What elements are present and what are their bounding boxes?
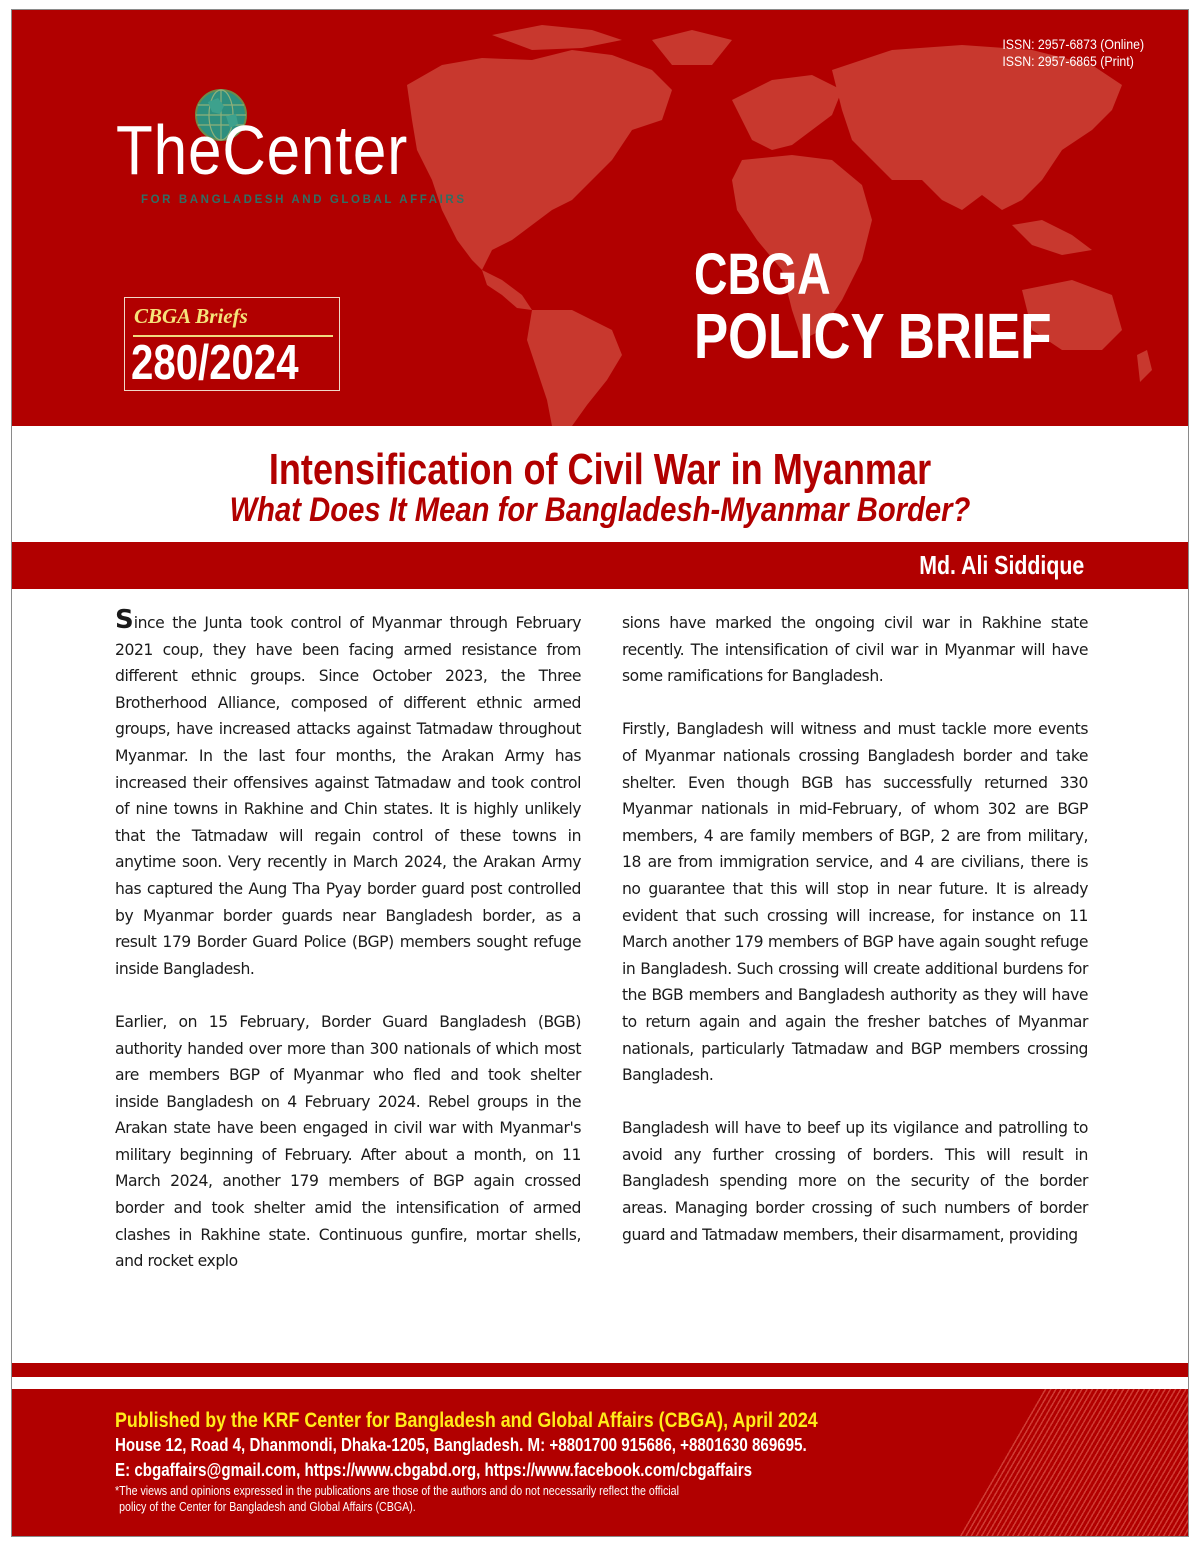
paragraph	[115, 605, 581, 982]
publisher-line: Published by the KRF Center for Bangladesh and Global Affairs (CBGA), April 2024	[115, 1408, 818, 1432]
document-subtitle: What Does It Mean for Bangladesh-Myanmar Border?	[229, 491, 971, 529]
paragraph: Earlier, on 15 February, Border Guard Bangladesh (BGB) authority handed over more than 300 nationals of which most are members BGP of Myanmar who fled and took shelter inside Bangladesh on 4 February 2024. Rebel groups in the Arakan state have been engaged in civil war with Myanmar's military beginning of February. After about a month, on 11 March 2024, another 179 members of BGP again crossed border and took shelter amid the intensification of armed clashes in Rakhine state. Continuous gunfire, mortar shells, and rocket explo	[115, 1012, 581, 1271]
hatch-pattern	[928, 1389, 1188, 1537]
body-column-right	[622, 610, 1088, 1275]
footer-divider-stripe	[12, 1363, 1188, 1377]
document-title: Intensification of Civil War in Myanmar	[268, 445, 932, 494]
disclaimer-line-1: *The views and opinions expressed in the publications are those of the authors and do not necessarily reflect the official	[115, 1483, 679, 1498]
series-badge	[124, 297, 340, 391]
author-bar	[12, 542, 1188, 589]
paragraph-text: ince the Junta took control of Myanmar through February 2021 coup, they have been facing armed resistance from different ethnic groups. Since October 2023, the Three Brotherhood Alliance, composed of different ethnic armed groups, have increased attacks against Tatmadaw throughout Myanmar. In the last four months, the Arakan Army has increased their offensives against Tatmadaw and took control of nine towns in Rakhine and Chin states. It is highly unlikely that the Tatmadaw will regain control of these towns in anytime soon. Very recently in March 2024, the Arakan Army has captured the Aung Tha Pyay border guard post controlled by Myanmar border guards near Bangladesh border, as a result 179 Border Guard Police (BGP) members sought refuge inside Bangladesh.	[115, 614, 581, 978]
header-banner	[12, 10, 1188, 426]
heading-line-1: CBGA	[694, 242, 831, 307]
paragraph: Firstly, Bangladesh will witness and must tackle more events of Myanmar nationals crossing Bangladesh border and take shelter. Even though BGB has successfully returned 330 Myanmar nationals in mid-February, of whom 302 are BGP members, 4 are family members of BGP, 2 are from military, 18 are from immigration service, and 4 are civilians, there is no guarantee that this will stop in near future. It is already evident that such crossing will increase, for instance on 11 March another 179 members of BGP have again sought refuge in Bangladesh. Such crossing will create additional burdens for the BGB members and Bangladesh authority as they will have to return again and again the fresher batches of Myanmar nationals, particularly Tatmadaw and BGP members crossing Bangladesh.	[622, 720, 1088, 1085]
footer	[12, 1389, 1188, 1537]
address-line: House 12, Road 4, Dhanmondi, Dhaka-1205, Bangladesh. M: +8801700 915686, +8801630 869695.	[115, 1435, 807, 1455]
heading-line-2: POLICY BRIEF	[694, 300, 1052, 372]
issn-block	[1002, 36, 1144, 70]
paragraph: Bangladesh will have to beef up its vigilance and patrolling to avoid any further crossing of borders. This will result in Bangladesh spending more on the security of the border areas. Managing border crossing of such numbers of border guard and Tatmadaw members, their disarmament, providing	[622, 1119, 1088, 1244]
disclaimer	[115, 1483, 679, 1515]
contact-line: E: cbgaffairs@gmail.com, https://www.cbgabd.org, https://www.facebook.com/cbgaffairs	[115, 1460, 752, 1480]
body-column-left	[115, 605, 581, 1301]
drop-cap: S	[115, 605, 134, 635]
organization-logo	[116, 88, 466, 208]
logo-wordmark: TheCenter	[116, 111, 409, 189]
paragraph: sions have marked the ongoing civil war in Rakhine state recently. The intensification of civil war in Myanmar will have some ramifications for Bangladesh.	[622, 614, 1088, 686]
disclaimer-line-2: policy of the Center for Bangladesh and Global Affairs (CBGA).	[119, 1499, 416, 1514]
publication-type-heading	[694, 242, 1052, 372]
series-number: 280/2024	[131, 336, 299, 390]
policy-brief-page	[11, 9, 1189, 1537]
issn-print: ISSN: 2957-6865 (Print)	[1002, 53, 1134, 69]
logo-tagline: FOR BANGLADESH AND GLOBAL AFFAIRS	[141, 194, 467, 206]
title-section	[12, 428, 1188, 542]
series-label: CBGA Briefs	[134, 304, 248, 328]
author-name: Md. Ali Siddique	[918, 550, 1084, 580]
issn-online: ISSN: 2957-6873 (Online)	[1002, 36, 1144, 52]
